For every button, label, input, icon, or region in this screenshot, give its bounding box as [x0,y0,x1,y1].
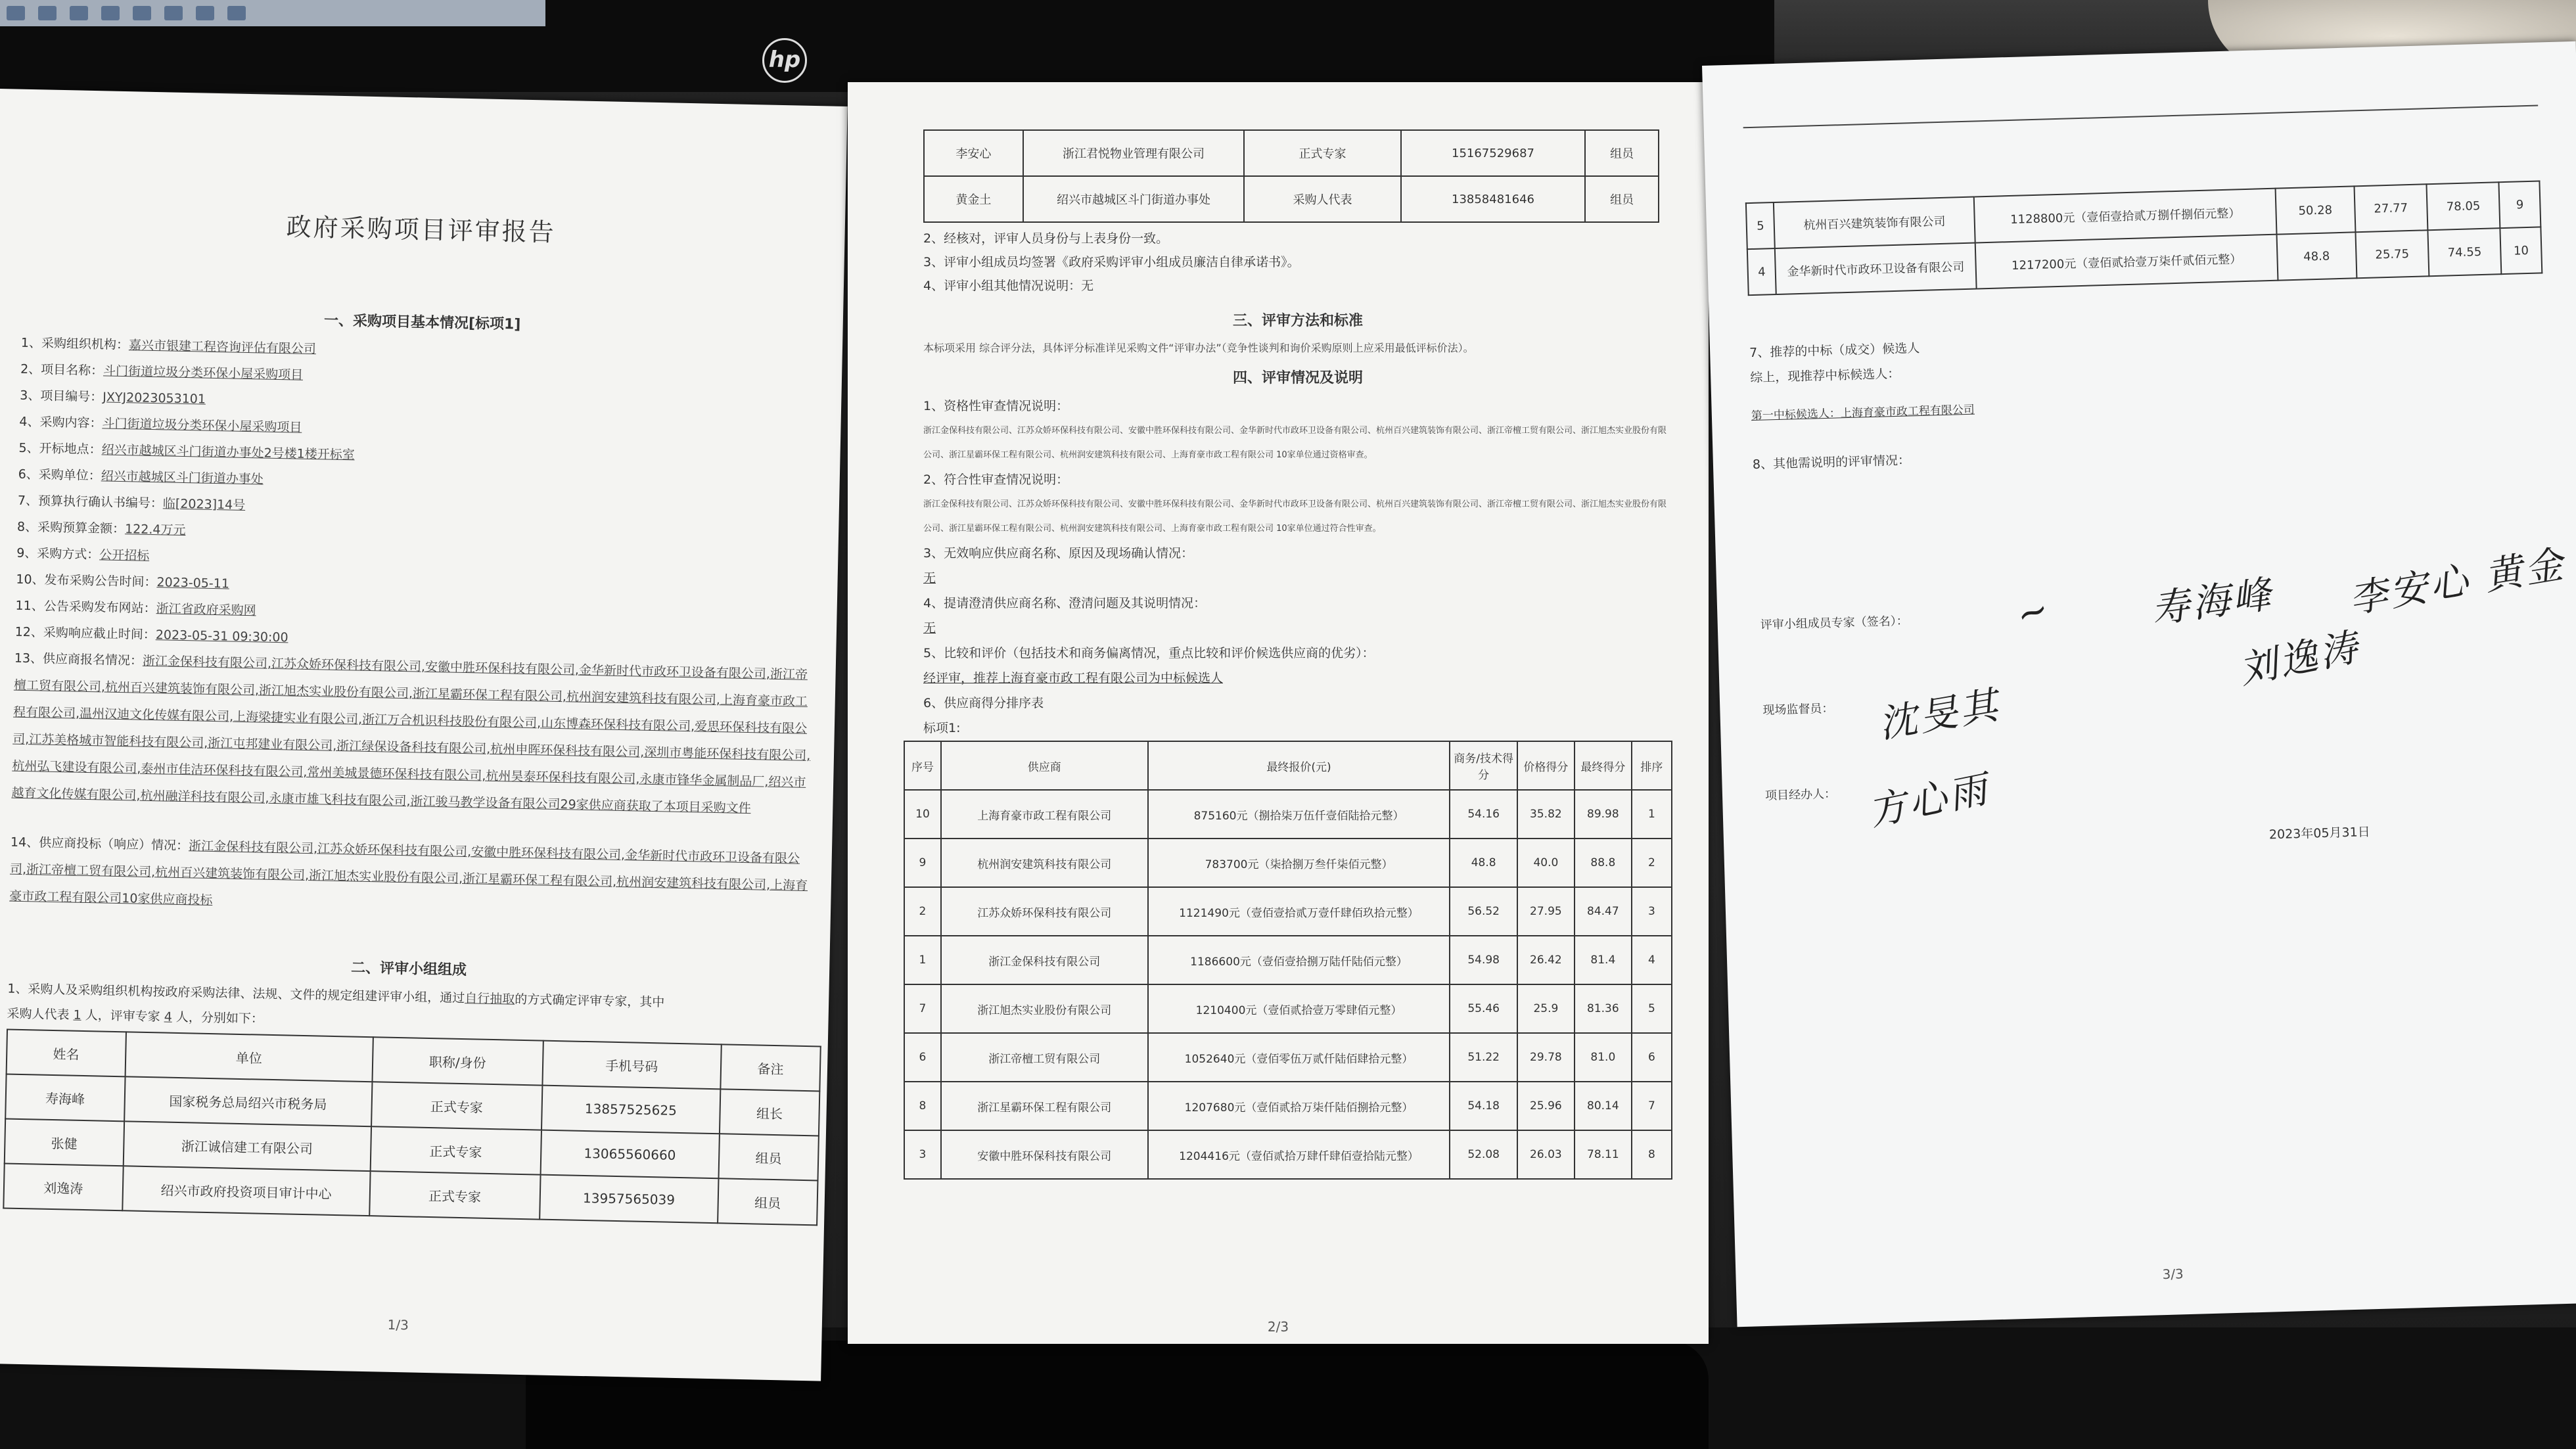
table-cell: 1 [904,936,941,984]
table-cell: 54.16 [1450,790,1517,839]
table-cell: 27.77 [2354,184,2427,232]
supervisor-label: 现场监督员： [1762,701,1834,718]
table-cell: 35.82 [1517,790,1575,839]
q2-text: 浙江金保科技有限公司、江苏众娇环保科技有限公司、安徽中胜环保科技有限公司、金华新时代市政环卫设备有限公司、杭州百兴建筑装饰有限公司、浙江帝檀工贸有限公司、浙江旭杰实业股份有限公司、浙江星霸环保工程有限公司、杭州润安建筑科技有限公司、上海育豪市政工程有限公司 10家单位通过符合性审查。 [923,499,1667,534]
q5-answer: 经评审，推荐上海育豪市政工程有限公司为中标候选人 [923,671,1224,685]
table-cell: 48.8 [1450,839,1517,887]
first-candidate: 第一中标候选人：上海育豪市政工程有限公司 [1751,403,1975,423]
table-cell: 89.98 [1575,790,1632,839]
table-cell: 国家税务总局绍兴市税务局 [124,1076,373,1126]
section-title: 四、评审情况及说明 [1232,370,1363,386]
table-cell: 组员 [1585,176,1659,222]
taskbar-icon [164,6,183,20]
handwritten-signature: 寿海峰 [2148,571,2276,632]
item-8: 8、其他需说明的评审情况： [1752,453,1911,472]
panel-table [3,1029,821,1226]
table-row [924,130,1659,176]
table-cell: 寿海峰 [5,1074,125,1122]
basic-info-value: 斗门街道垃圾分类环保小屋采购项目 [103,363,304,382]
table-cell: 8 [904,1082,941,1130]
table-cell: 绍兴市越城区斗门街道办事处 [1023,176,1244,222]
item-13-text: 浙江金保科技有限公司,江苏众娇环保科技有限公司,安徽中胜环保科技有限公司,金华新时代市政环卫设备有限公司,浙江帝檀工贸有限公司,杭州百兴建筑装饰有限公司,浙江旭杰实业股份有限公司,浙江星霸环保工程有限公司,杭州润安建筑科技有限公司,上海育豪市政工程有限公司,温州汉迪文化传媒有限公司,上海梁捷实业有限公司,浙江万合机识科技股份有限公司,山东博森环保科技有限公司,爱思环保科技有限公司,江苏美格城市智能科技有限公司,浙江屯邦建业有限公司,浙江绿保设备科技有限公司,杭州申晖环保科技有限公司,深圳市粤能环保科技有限公司,杭州弘飞建设有限公司,泰州市佳洁环保科技有限公司,常州美城景德环保科技有限公司,杭州昊泰环保科技有限公司,永康市锋华金属制品厂,绍兴市越育文化传媒有限公司,杭州融洋科技有限公司,永康市雄飞科技有限公司,浙江骏马教学设备有限公司29家供应商获取了本项目采购文件 [11,653,811,816]
table-row [924,176,1659,222]
table-cell: 1052640元（壹佰零伍万贰仟陆佰肆拾元整） [1148,1033,1450,1082]
table-cell: 13858481646 [1401,176,1585,222]
table-cell: 29.78 [1517,1033,1575,1082]
table-cell: 783700元（柒拾捌万叁仟柒佰元整） [1148,839,1450,887]
table-cell: 李安心 [924,130,1023,176]
table-cell: 绍兴市政府投资项目审计中心 [122,1166,371,1216]
table-cell: 48.8 [2276,232,2357,280]
table-cell: 13857525625 [541,1086,721,1134]
table-header-cell: 序号 [904,741,941,790]
taskbar-icon [133,6,151,20]
table-cell: 6 [1632,1033,1672,1082]
table-header-cell: 商务/技术得分 [1450,741,1517,790]
table-cell: 2 [1632,839,1672,887]
basic-info-value: JXYJ2023053101 [103,390,206,407]
table-header-cell: 单位 [125,1032,373,1082]
score-table-continued [1745,180,2542,296]
table-cell: 1217200元（壹佰贰拾壹万柒仟贰佰元整） [1975,235,2278,289]
table-cell: 4 [1632,936,1672,984]
table-cell: 杭州润安建筑科技有限公司 [941,839,1148,887]
handwritten-signature: 刘逸涛 [2235,624,2364,693]
taskbar-icon [227,6,246,20]
table-cell: 50.28 [2276,186,2356,234]
table-cell: 黄金土 [924,176,1023,222]
item-14: 14、供应商投标（响应）情况：浙江金保科技有限公司,江苏众娇环保科技有限公司,安徽中胜环保科技有限公司,金华新时代市政环卫设备有限公司,浙江帝檀工贸有限公司,杭州百兴建筑装饰有限公司,浙江旭杰实业股份有限公司,浙江星霸环保工程有限公司,杭州润安建筑科技有限公司,上海育豪市政工程有限公司10家供应商投标 [9,835,808,908]
table-cell: 78.11 [1575,1130,1632,1179]
table-row [904,1033,1672,1082]
hp-logo: hp [762,38,807,83]
table-cell: 52.08 [1450,1130,1517,1179]
table-cell: 浙江君悦物业管理有限公司 [1023,130,1244,176]
table-cell: 浙江金保科技有限公司 [941,936,1148,984]
page-number: 3/3 [2162,1266,2184,1283]
table-row [904,936,1672,984]
table-cell: 6 [904,1033,941,1082]
basic-info-value: 临[2023]14号 [162,496,246,513]
basic-info-list [14,330,823,662]
report-page-2 [848,82,1709,1344]
table-cell: 13957565039 [540,1175,719,1224]
section-3-text: 本标项采用 综合评分法，具体评分标准详见采购文件“评审办法”（竞争性谈判和询价采购原则上应采用最低评标价法）。 [923,342,1474,354]
table-cell: 8 [1632,1130,1672,1179]
table-cell: 5 [1632,984,1672,1033]
table-cell: 1186600元（壹佰壹拾捌万陆仟陆佰元整） [1148,936,1450,984]
table-cell: 54.18 [1450,1082,1517,1130]
handwritten-signature: 李安心 黄金 [2345,541,2569,622]
table-cell: 3 [904,1130,941,1179]
table-cell: 26.03 [1517,1130,1575,1179]
taskbar-icon [101,6,120,20]
table-cell: 25.9 [1517,984,1575,1033]
basic-info-item: 3、项目编号：JXYJ2023053101 [20,388,206,407]
table-cell: 56.52 [1450,887,1517,936]
table-cell: 81.4 [1575,936,1632,984]
panel-intro: 1、采购人及采购组织机构按政府采购法律、法规、文件的规定组建评审小组，通过自行抽取的方式确定评审专家，其中 采购人代表 1 人，评审专家 4 人，分别如下： [7,981,665,1026]
table-cell: 1204416元（壹佰贰拾万肆仟肆佰壹拾陆元整） [1148,1130,1450,1179]
table-cell: 7 [1632,1082,1672,1130]
basic-info-item: 11、公告采购发布网站：浙江省政府采购网 [15,598,256,618]
handwritten-signature: ~ [2010,584,2058,639]
taskbar-icon [7,6,25,20]
experts-sign-label: 评审小组成员专家（签名）： [1760,614,1909,632]
table-cell: 1128800元（壹佰壹拾贰万捌仟捌佰元整） [1974,189,2277,243]
table-cell: 40.0 [1517,839,1575,887]
item-7-text: 综上，现推荐中标候选人： [1749,366,1900,386]
table-cell: 正式专家 [370,1126,541,1174]
basic-info-item: 1、采购组织机构：嘉兴市银建工程咨询评估有限公司 [20,335,317,357]
taskbar-icon [38,6,57,20]
table-cell: 安徽中胜环保科技有限公司 [941,1130,1148,1179]
basic-info-item: 7、预算执行确认书编号：临[2023]14号 [17,493,246,513]
basic-info-item: 4、采购内容：斗门街道垃圾分类环保小屋采购项目 [19,414,302,435]
basic-info-value: 绍兴市越城区斗门街道办事处 [101,469,264,487]
panel-note: 3、评审小组成员均签署《政府采购评审小组成员廉洁自律承诺书》。 [923,255,1300,269]
basic-info-value: 斗门街道垃圾分类环保小屋采购项目 [102,416,302,435]
table-cell: 15167529687 [1401,130,1585,176]
basic-info-value: 嘉兴市银建工程咨询评估有限公司 [128,338,317,357]
table-cell: 张健 [5,1119,124,1166]
table-row [904,1130,1672,1179]
lot-label: 标项1: [923,721,961,735]
basic-info-item: 6、采购单位：绍兴市越城区斗门街道办事处 [18,467,264,487]
table-cell: 74.55 [2427,228,2501,276]
score-table [904,741,1672,1180]
page-number: 2/3 [1267,1319,1289,1335]
report-title: 政府采购项目评审报告 [286,212,557,247]
section-title: 一、采购项目基本情况[标项1] [323,312,521,333]
table-cell: 1210400元（壹佰贰拾壹万零肆佰元整） [1148,984,1450,1033]
table-cell: 9 [2499,181,2541,228]
taskbar [0,0,545,26]
table-cell: 组员 [718,1178,818,1225]
q4: 4、提请澄清供应商名称、澄清问题及其说明情况： [923,596,1207,610]
handwritten-signature: 沈旻其 [1875,682,2004,747]
laptop-screen [0,0,1774,92]
table-cell: 55.46 [1450,984,1517,1033]
taskbar-icon [196,6,214,20]
q1-text: 浙江金保科技有限公司、江苏众娇环保科技有限公司、安徽中胜环保科技有限公司、金华新时代市政环卫设备有限公司、杭州百兴建筑装饰有限公司、浙江帝檀工贸有限公司、浙江旭杰实业股份有限公司、浙江星霸环保工程有限公司、杭州润安建筑科技有限公司、上海育豪市政工程有限公司 10家单位通过资格审查。 [923,426,1667,460]
item-7: 7、推荐的中标（成交）候选人 [1749,340,1920,361]
basic-info-value: 浙江省政府采购网 [156,601,256,618]
section-title: 三、评审方法和标准 [1232,313,1363,329]
table-header-cell: 价格得分 [1517,741,1575,790]
table-row [904,984,1672,1033]
table-header-cell: 供应商 [941,741,1148,790]
q6: 6、供应商得分排序表 [923,696,1044,710]
report-page-1 [0,89,848,1381]
table-cell: 7 [904,984,941,1033]
table-cell: 27.95 [1517,887,1575,936]
panel-note: 2、经核对，评审人员身份与上表身份一致。 [923,231,1169,246]
table-cell: 10 [2500,227,2542,274]
taskbar-icon [70,6,88,20]
table-row [904,1082,1672,1130]
table-cell: 5 [1746,202,1775,249]
q1: 1、资格性审查情况说明： [923,399,1069,413]
table-cell: 25.96 [1517,1082,1575,1130]
table-cell: 刘逸涛 [3,1164,123,1211]
basic-info-item: 5、开标地点：绍兴市越城区斗门街道办事处2号楼1楼开标室 [18,440,355,463]
table-cell: 25.75 [2355,230,2429,278]
table-cell: 组员 [718,1134,819,1180]
basic-info-value: 公开招标 [99,547,150,563]
basic-info-item: 9、采购方式：公开招标 [16,545,150,563]
table-cell: 875160元（捌拾柒万伍仟壹佰陆拾元整） [1148,790,1450,839]
table-cell: 杭州百兴建筑装饰有限公司 [1774,197,1975,248]
table-cell: 1121490元（壹佰壹拾贰万壹仟肆佰玖拾元整） [1148,887,1450,936]
table-cell: 26.42 [1517,936,1575,984]
table-header-cell: 最终报价(元) [1148,741,1450,790]
table-cell: 正式专家 [369,1171,540,1219]
table-cell: 4 [1747,248,1776,295]
table-cell: 9 [904,839,941,887]
table-cell: 浙江诚信建工有限公司 [123,1121,371,1171]
table-cell: 81.0 [1575,1033,1632,1082]
panel-table-continued [923,129,1659,223]
table-row [904,887,1672,936]
table-header-cell: 排序 [1632,741,1672,790]
table-cell: 江苏众娇环保科技有限公司 [941,887,1148,936]
section-title: 二、评审小组组成 [350,959,467,979]
table-cell: 1 [1632,790,1672,839]
table-header-cell: 姓名 [7,1030,126,1077]
table-cell: 3 [1632,887,1672,936]
basic-info-value: 122.4万元 [124,522,186,538]
table-cell: 88.8 [1575,839,1632,887]
q5: 5、比较和评价（包括技术和商务偏离情况，重点比较和评价候选供应商的优劣）： [923,646,1375,660]
table-cell: 81.36 [1575,984,1632,1033]
table-cell: 78.05 [2426,182,2500,230]
basic-info-item: 8、采购预算金额：122.4万元 [16,519,186,538]
handwritten-signature: 方心雨 [1864,766,1994,835]
basic-info-value: 绍兴市越城区斗门街道办事处2号楼1楼开标室 [101,442,355,463]
table-cell: 浙江星霸环保工程有限公司 [941,1082,1148,1130]
report-date: 2023年05月31日 [2268,825,2370,842]
report-page-3 [1702,41,2576,1327]
basic-info-item: 12、采购响应截止时间：2023-05-31 09:30:00 [14,624,288,645]
table-row [904,790,1672,839]
table-cell: 浙江帝檀工贸有限公司 [941,1033,1148,1082]
basic-info-value: 2023-05-11 [156,575,230,591]
table-cell: 10 [904,790,941,839]
table-cell: 正式专家 [1244,130,1401,176]
table-cell: 84.47 [1575,887,1632,936]
page-number: 1/3 [387,1316,409,1333]
table-cell: 浙江旭杰实业股份有限公司 [941,984,1148,1033]
basic-info-item: 2、项目名称：斗门街道垃圾分类环保小屋采购项目 [20,361,304,382]
table-cell: 金华新时代市政环卫设备有限公司 [1775,242,1977,294]
table-header-cell: 手机号码 [542,1041,722,1090]
table-header-cell: 职称/身份 [372,1037,543,1085]
item-13: 13、供应商报名情况：浙江金保科技有限公司,江苏众娇环保科技有限公司,安徽中胜环保科技有限公司,金华新时代市政环卫设备有限公司,浙江帝檀工贸有限公司,杭州百兴建筑装饰有限公司,浙江旭杰实业股份有限公司,浙江星霸环保工程有限公司,杭州润安建筑科技有限公司,上海育豪市政工程有限公司,温州汉迪文化传媒有限公司,上海梁捷实业有限公司,浙江万合机识科技股份有限公司,山东博森环保科技有限公司,爱思环保科技有限公司,江苏美格城市智能科技有限公司,浙江屯邦建业有限公司,浙江绿保设备科技有限公司,杭州申晖环保科技有限公司,深圳市粤能环保科技有限公司,杭州弘飞建设有限公司,泰州市佳洁环保科技有限公司,常州美城景德环保科技有限公司,杭州昊泰环保科技有限公司,永康市锋华金属制品厂,绍兴市越育文化传媒有限公司,杭州融洋科技有限公司,永康市雄飞科技有限公司,浙江骏马教学设备有限公司29家供应商获取了本项目采购文件 [11,651,811,816]
table-cell: 正式专家 [371,1082,542,1130]
item-14-text: 浙江金保科技有限公司,江苏众娇环保科技有限公司,安徽中胜环保科技有限公司,金华新时代市政环卫设备有限公司,浙江帝檀工贸有限公司,杭州百兴建筑装饰有限公司,浙江旭杰实业股份有限公司,浙江星霸环保工程有限公司,杭州润安建筑科技有限公司,上海育豪市政工程有限公司10家供应商投标 [9,839,808,908]
table-cell: 组长 [720,1089,820,1136]
q3-answer: 无 [923,571,936,586]
q2: 2、符合性审查情况说明： [923,472,1069,487]
table-row [904,839,1672,887]
table-cell: 2 [904,887,941,936]
q4-answer: 无 [923,621,936,635]
table-cell: 51.22 [1450,1033,1517,1082]
basic-info-value: 2023-05-31 09:30:00 [155,628,288,645]
table-cell: 80.14 [1575,1082,1632,1130]
table-cell: 上海育豪市政工程有限公司 [941,790,1148,839]
table-cell: 54.98 [1450,936,1517,984]
panel-note: 4、评审小组其他情况说明：无 [923,279,1094,293]
q3: 3、无效响应供应商名称、原因及现场确认情况： [923,546,1194,561]
table-cell: 组员 [1585,130,1659,176]
table-header-cell: 备注 [720,1044,821,1091]
table-header-row [904,741,1672,790]
table-cell: 13065560660 [540,1130,720,1179]
manager-label: 项目经办人： [1764,787,1837,803]
table-cell: 1207680元（壹佰贰拾万柒仟陆佰捌拾元整） [1148,1082,1450,1130]
basic-info-item: 10、发布采购公告时间：2023-05-11 [16,572,230,591]
table-header-cell: 最终得分 [1575,741,1632,790]
table-cell: 采购人代表 [1244,176,1401,222]
panel-notes [923,227,1672,298]
